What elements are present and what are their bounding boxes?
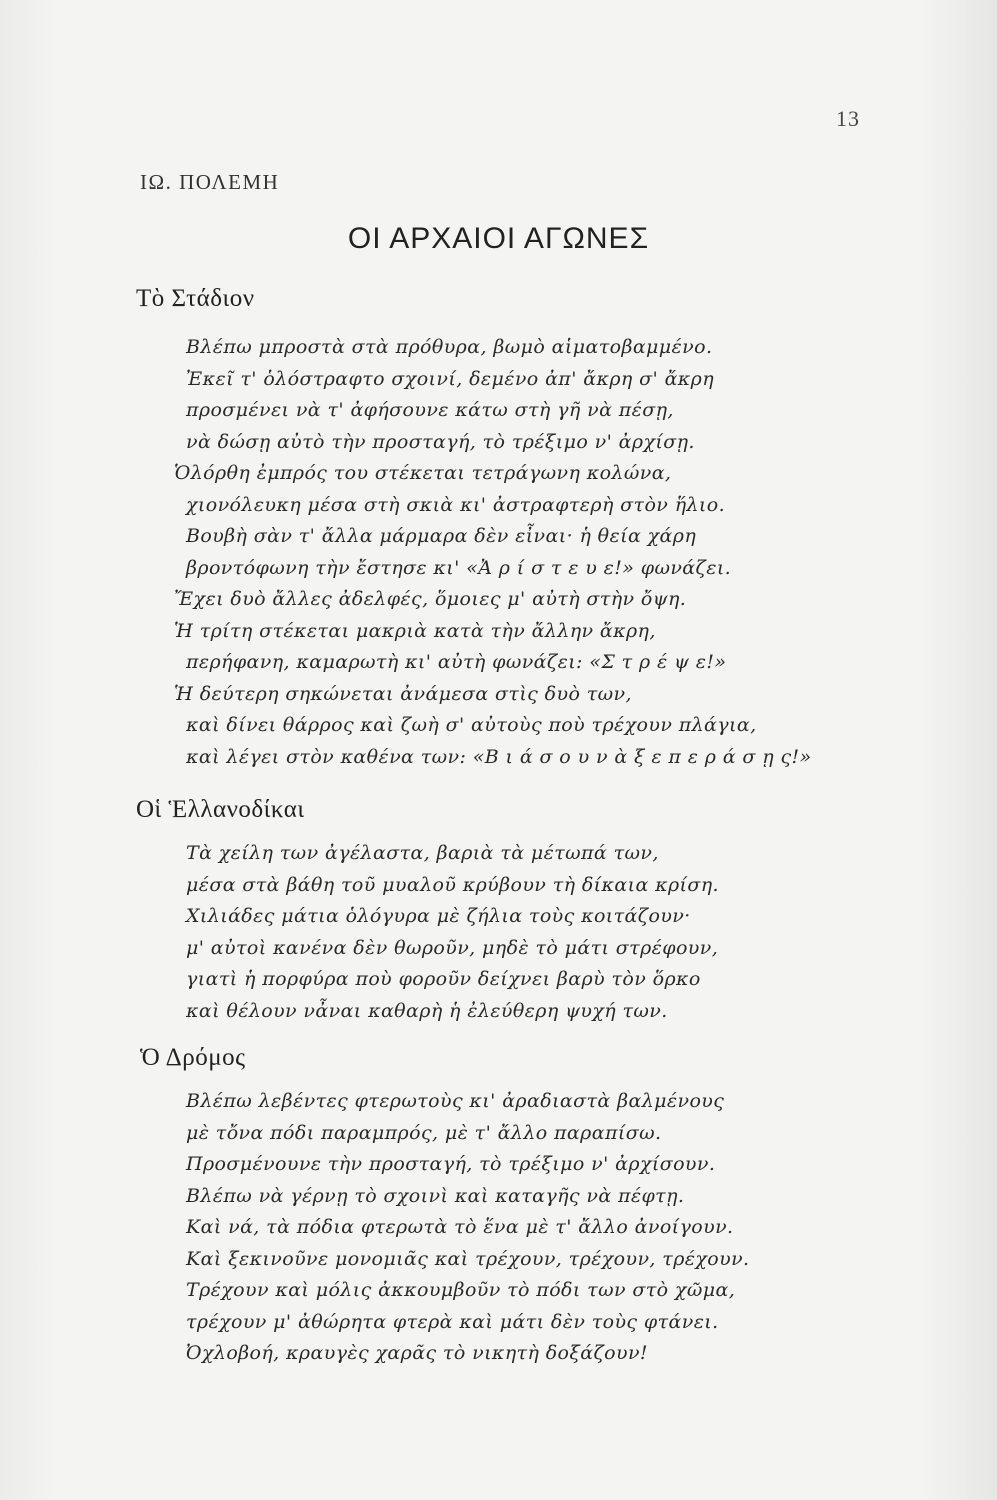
- verse-line: μ' αὐτοὶ κανένα δὲν θωροῦν, μηδὲ τὸ μάτι στρέφουν,: [186, 936, 719, 959]
- verse-line: Χιλιάδες μάτια ὁλόγυρα μὲ ζήλια τοὺς κοιτάζουν·: [186, 905, 691, 927]
- verse-line: καὶ λέγει στὸν καθένα των: «Β ι ά σ ο υ ν ὰ ξ ε π ε ρ ά σ ῃ ς!»: [186, 745, 812, 768]
- verse-line: νὰ δώσῃ αὐτὸ τὴν προσταγή, τὸ τρέξιμο ν' ἀρχίσῃ.: [186, 430, 695, 453]
- author-name: ΙΩ. ΠΟΛΕΜΗ: [140, 170, 280, 194]
- verse-line: βροντόφωνη τὴν ἔστησε κι' «Ἀ ρ ί σ τ ε υ ε!» φωνάζει.: [186, 556, 732, 579]
- verse-line: Ἡ δεύτερη σηκώνεται ἀνάμεσα στὶς δυὸ των,: [174, 682, 632, 705]
- verse-line: Βλέπω λεβέντες φτερωτοὺς κι' ἀραδιαστὰ βαλμένους: [186, 1090, 725, 1112]
- verse-line: Ὁλόρθη ἐμπρός του στέκεται τετράγωνη κολώνα,: [174, 462, 672, 484]
- verse-line: Ἐκεῖ τ' ὁλόστραφτο σχοινί, δεμένο ἀπ' ἄκρη σ' ἄκρη: [186, 367, 715, 390]
- verse-line: καὶ δίνει θάρρος καὶ ζωὴ σ' αὐτοὺς ποὺ τρέχουν πλάγια,: [186, 714, 757, 736]
- verse-line: Τρέχουν καὶ μόλις ἀκκουμβοῦν τὸ πόδι των στὸ χῶμα,: [186, 1279, 736, 1301]
- verse-block-dromos: [186, 1086, 886, 1370]
- verse-line: χιονόλευκη μέσα στὴ σκιὰ κι' ἀστραφτερὴ στὸν ἥλιο.: [186, 493, 726, 516]
- page-number: 13: [836, 106, 860, 131]
- verse-line: Καὶ ξεκινοῦνε μονομιᾶς καὶ τρέχουν, τρέχουν, τρέχουν.: [186, 1247, 750, 1270]
- verse-line: Προσμένουνε τὴν προσταγή, τὸ τρέξιμο ν' ἀρχίσουν.: [186, 1153, 716, 1175]
- verse-line: Καὶ νά, τὰ πόδια φτερωτὰ τὸ ἕνα μὲ τ' ἄλλο ἀνοίγουν.: [186, 1216, 734, 1238]
- section-heading-dromos: Ὁ Δρόμος: [140, 1044, 246, 1071]
- verse-line: γιατὶ ἡ πορφύρα ποὺ φοροῦν δείχνει βαρὺ τὸν ὅρκο: [186, 968, 701, 990]
- verse-line: Βουβὴ σὰν τ' ἄλλα μάρμαρα δὲν εἶναι· ἡ θεία χάρη: [186, 525, 697, 547]
- verse-line: τρέχουν μ' ἀθώρητα φτερὰ καὶ μάτι δὲν τοὺς φτάνει.: [186, 1310, 719, 1333]
- verse-block-hellanodikai: [186, 838, 886, 1027]
- verse-line: Βλέπω νὰ γέρνῃ τὸ σχοινὶ καὶ καταγῆς νὰ πέφτῃ.: [186, 1184, 685, 1207]
- verse-line: Ἡ τρίτη στέκεται μακριὰ κατὰ τὴν ἄλλην ἄκρη,: [174, 619, 656, 642]
- verse-line: προσμένει νὰ τ' ἀφήσουνε κάτω στὴ γῆ νὰ πέσῃ,: [186, 399, 674, 421]
- poem-title: ΟΙ ΑΡΧΑΙΟΙ ΑΓΩΝΕΣ: [347, 222, 650, 255]
- verse-line: περήφανη, καμαρωτὴ κι' αὐτὴ φωνάζει: «Σ τ ρ έ ψ ε!»: [186, 651, 727, 673]
- section-heading-stadion: Τὸ Στάδιον: [136, 285, 255, 312]
- verse-line: Τὰ χείλη των ἀγέλαστα, βαριὰ τὰ μέτωπά των,: [186, 842, 659, 864]
- verse-line: Βλέπω μπροστὰ στὰ πρόθυρα, βωμὸ αἱματοβαμμένο.: [186, 336, 713, 358]
- verse-line: μέσα στὰ βάθη τοῦ μυαλοῦ κρύβουν τὴ δίκαια κρίση.: [186, 873, 719, 896]
- verse-line: Ἔχει δυὸ ἄλλες ἀδελφές, ὅμοιες μ' αὐτὴ στὴν ὄψη.: [174, 588, 687, 610]
- verse-block-stadion: [174, 332, 886, 773]
- verse-line: μὲ τὄνα πόδι παραμπρός, μὲ τ' ἄλλο παραπίσω.: [186, 1121, 662, 1144]
- verse-line: Ὀχλοβοή, κραυγὲς χαρᾶς τὸ νικητὴ δοξάζουν!: [186, 1342, 648, 1364]
- section-heading-hellanodikai: Οἱ Ἑλλανοδίκαι: [136, 796, 305, 823]
- verse-line: καὶ θέλουν νἆναι καθαρὴ ἡ ἐλεύθερη ψυχή των.: [186, 999, 668, 1022]
